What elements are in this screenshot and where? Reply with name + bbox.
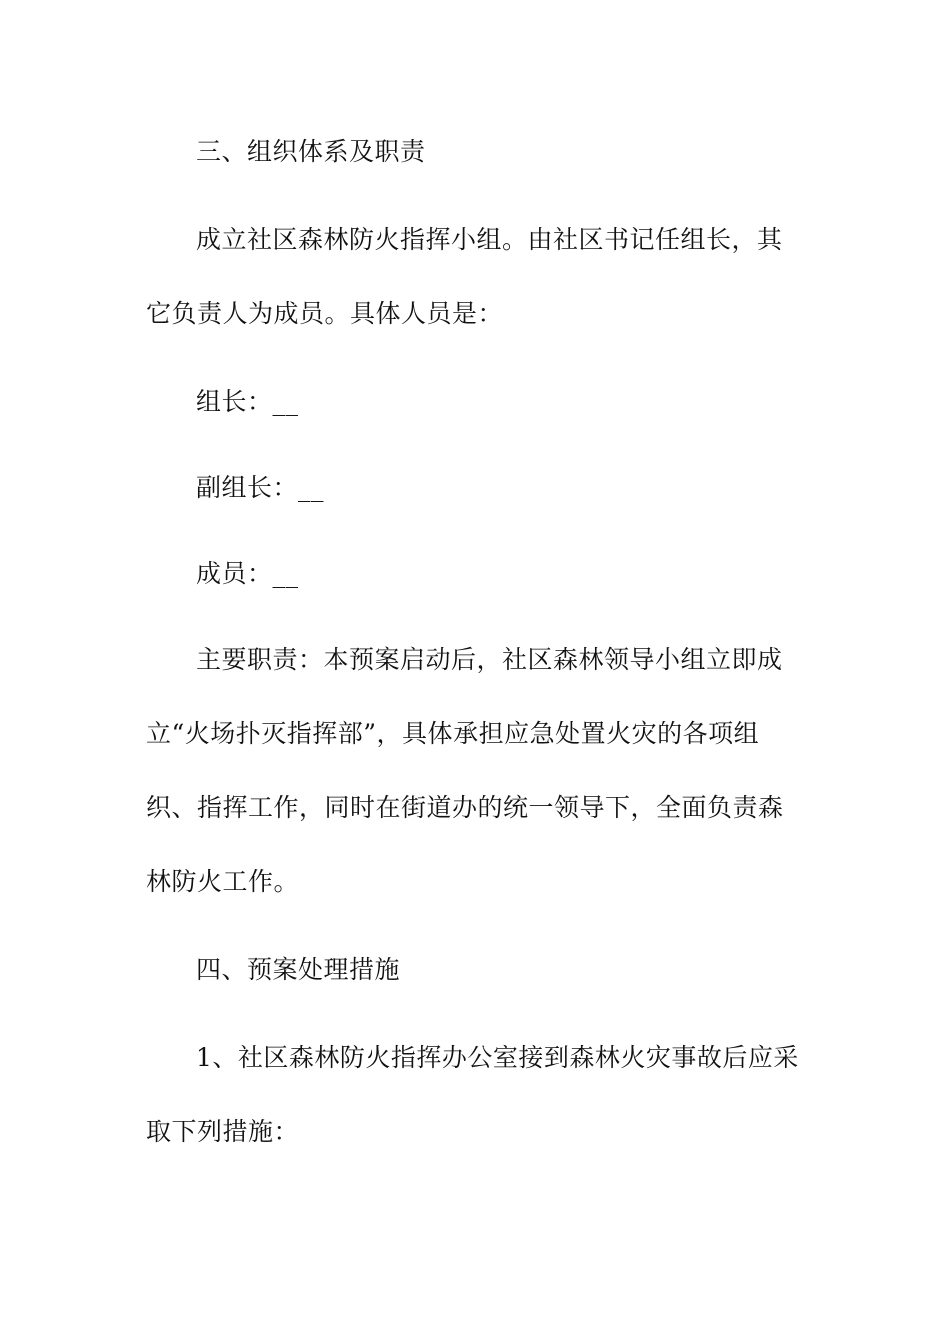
deputy-leader-line: 副组长：__: [196, 473, 325, 502]
item-line: 1、社区森林防火指挥办公室接到森林火灾事故后应采: [196, 1043, 799, 1072]
paragraph-line: 成立社区森林防火指挥小组。由社区书记任组长，其: [196, 225, 783, 254]
duties-line: 林防火工作。: [146, 867, 300, 896]
duties-line: 织、指挥工作，同时在街道办的统一领导下，全面负责森: [146, 793, 784, 822]
leader-line: 组长：__: [196, 387, 299, 416]
members-line: 成员：__: [196, 559, 299, 588]
item-line: 取下列措施：: [146, 1117, 300, 1146]
section-heading-4: 四、预案处理措施: [196, 955, 401, 984]
duties-line: 主要职责：本预案启动后，社区森林领导小组立即成: [196, 645, 783, 674]
section-heading-3: 三、组织体系及职责: [196, 137, 426, 166]
paragraph-line: 它负责人为成员。具体人员是：: [146, 299, 504, 328]
duties-line: 立“火场扑灭指挥部”，具体承担应急处置火灾的各项组: [146, 719, 760, 748]
